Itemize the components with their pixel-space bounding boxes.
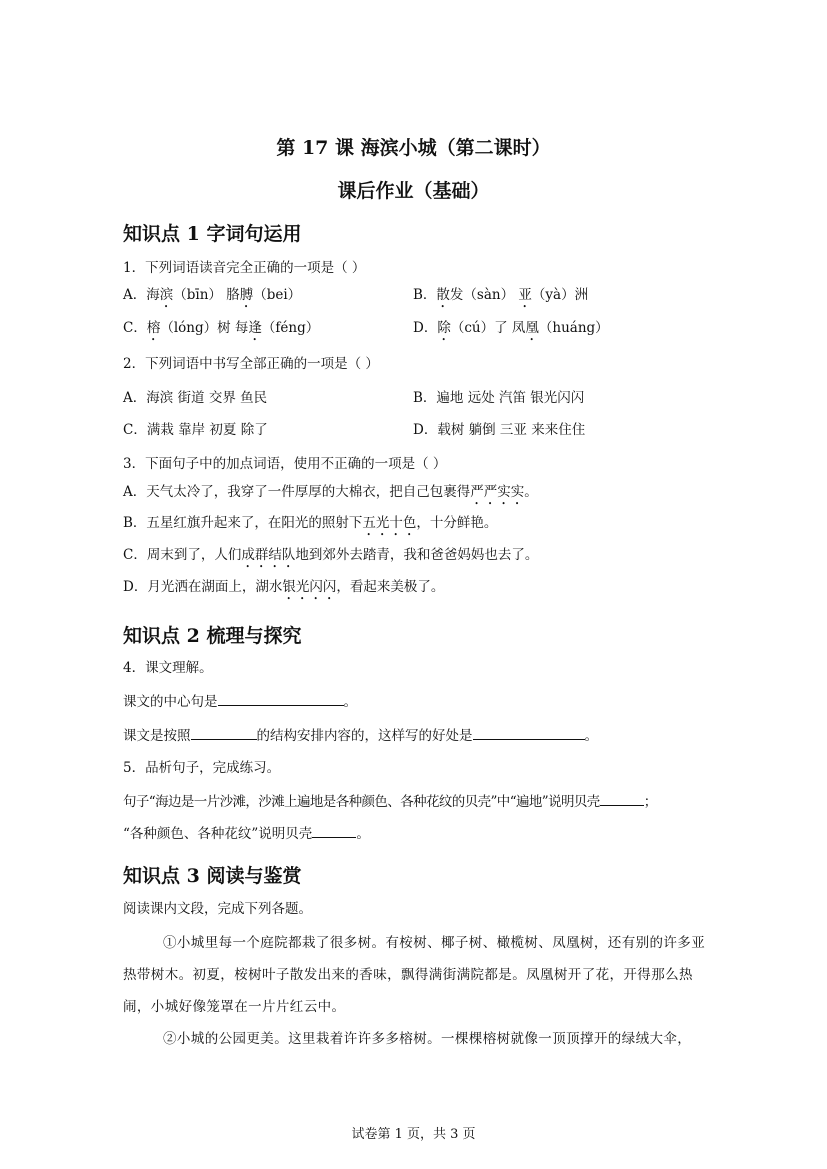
text: ，十分鲜艳。 (416, 515, 498, 531)
text: A．海 (123, 287, 160, 303)
q4-stem: 4．课文理解。 (123, 660, 213, 676)
text: B．五星红旗升起来了，在阳光的照射下 (123, 515, 363, 531)
q1-option-d (413, 319, 609, 344)
dotted-char: 亚 (518, 287, 532, 303)
text: 句子“海边是一片沙滩，沙滩上遍地是各种颜色、各种花纹的贝壳”中“遍地”说明贝壳 (123, 794, 600, 810)
text: （bīn） 胳 (173, 287, 240, 303)
q2-option-a: A．海滨 街道 交界 鱼民 (123, 390, 268, 406)
text: （huáng） (538, 320, 609, 336)
q3-option-d (123, 578, 444, 603)
text: 发（sàn） (449, 287, 519, 303)
dotted-word: 五光十色 (362, 515, 417, 531)
q2-stem: 2．下列词语中书写全部正确的一项是（ ） (123, 356, 379, 372)
q5-line-2 (123, 823, 370, 843)
q2-option-d: D．载树 躺倒 三亚 来来住住 (413, 422, 586, 438)
q5-line-1 (123, 791, 657, 811)
page-title: 第 17 课 海滨小城（第二课时） (276, 137, 551, 159)
text: 课文是按照 (123, 728, 191, 744)
text: （yà）洲 (531, 287, 589, 303)
dotted-char: 凰 (525, 320, 539, 336)
dotted-word: 银光闪闪 (282, 579, 337, 595)
text: （cú）了 凤 (450, 320, 526, 336)
dotted-char: 滨 (159, 287, 174, 303)
text: 的结构安排内容的，这样写的好处是 (256, 728, 473, 744)
page-subtitle: 课后作业（基础） (337, 180, 490, 202)
answer-blank[interactable] (312, 823, 356, 838)
q3-stem: 3．下面句子中的加点词语，使用不正确的一项是（ ） (123, 456, 447, 472)
dotted-char: 膊 (239, 287, 254, 303)
q2-option-b: B．遍地 远处 汽笛 银光闪闪 (413, 390, 585, 406)
dotted-char: 除 (437, 320, 451, 336)
dotted-char: 散 (436, 287, 450, 303)
text: ； (643, 794, 657, 810)
dotted-char: 逢 (248, 320, 262, 336)
q2-option-c: C．满栽 靠岸 初夏 除了 (123, 422, 268, 438)
answer-blank[interactable] (473, 725, 585, 740)
text: ，看起来美极了。 (336, 579, 445, 595)
text: （bei） (253, 287, 302, 303)
text: D．月光洒在湖面上，湖水 (123, 579, 283, 595)
q3-option-a (123, 483, 538, 508)
dotted-word: 成群结队 (241, 547, 296, 563)
q3-option-c (123, 546, 538, 571)
section-heading-2: 知识点 2 梳理与探究 (123, 625, 302, 647)
text: A．天气太冷了，我穿了一件厚厚的大棉衣，把自己包裹得 (123, 484, 471, 500)
q4-line-1 (123, 691, 357, 711)
q1-option-a (123, 286, 301, 311)
text: 。 (356, 826, 370, 842)
reading-paragraph-1: ①小城里每一个庭院都栽了很多树。有桉树、椰子树、橄榄树、凤凰树，还有别的许多亚热带树木。初夏，桉树叶子散发出来的香味，飘得满街满院都是。凤凰树开了花，开得那么热闹，小城好像笼罩在一片片红云中。 (123, 935, 706, 1015)
q4-line-2 (123, 725, 598, 745)
text: C． (123, 320, 147, 336)
text: B． (413, 287, 437, 303)
reading-paragraph-2: ②小城的公园更美。这里栽着许许多多榕树。一棵棵榕树就像一顶顶撑开的绿绒大伞， (163, 1031, 692, 1047)
text: 课文的中心句是 (123, 694, 218, 710)
text: 。 (584, 728, 598, 744)
text: （féng） (261, 320, 320, 336)
text: “各种颜色、各种花纹”说明贝壳 (123, 826, 313, 842)
q1-stem: 1．下列词语读音完全正确的一项是（ ） (123, 260, 366, 276)
text: 。 (343, 694, 357, 710)
q5-stem: 5．品析句子，完成练习。 (123, 760, 281, 776)
dotted-word: 严严实实 (470, 484, 525, 500)
page-footer: 试卷第 1 页，共 3 页 (351, 1127, 476, 1142)
q3-option-b (123, 514, 497, 539)
reading-intro: 阅读课内文段，完成下列各题。 (123, 901, 312, 917)
text: 。 (524, 484, 538, 500)
answer-blank[interactable] (218, 691, 344, 706)
text: C．周末到了，人们 (123, 547, 242, 563)
section-heading-3: 知识点 3 阅读与鉴赏 (123, 865, 302, 887)
text: （lóng）树 每 (160, 320, 249, 336)
q1-option-b (413, 286, 588, 311)
answer-blank[interactable] (600, 791, 644, 806)
answer-blank[interactable] (191, 725, 257, 740)
q1-option-c (123, 319, 319, 344)
section-heading-1: 知识点 1 字词句运用 (123, 223, 302, 245)
text: D． (413, 320, 438, 336)
dotted-char: 榕 (146, 320, 161, 336)
text: 地到郊外去踏青，我和爸爸妈妈也去了。 (295, 547, 539, 563)
